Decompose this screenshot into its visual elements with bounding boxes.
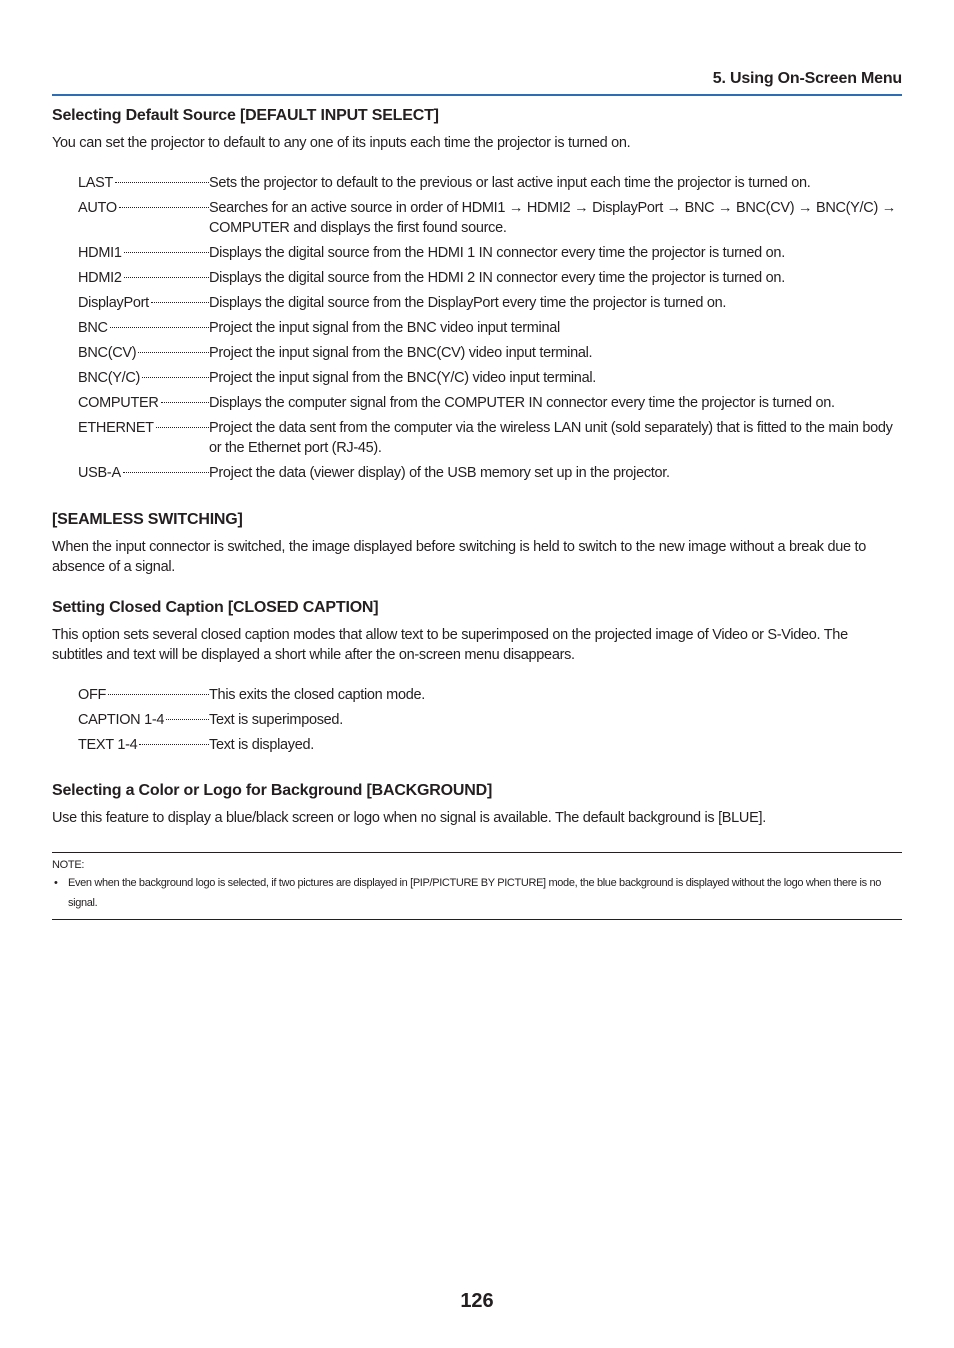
note-text: Even when the background logo is selected, if two pictures are displayed in [PIP/PICTURE BY PICTURE] mode, the blue background is displayed without the logo when there is no signal. (68, 877, 882, 909)
dot-leader (166, 719, 209, 720)
page-number: 126 (460, 1290, 494, 1312)
dot-leader (119, 207, 209, 208)
list-item (78, 685, 902, 705)
item-desc: Displays the digital source from the DisplayPort every time the projector is turned on. (209, 295, 727, 311)
background-body: Use this feature to display a blue/black screen or logo when no signal is available. The default background is [BLUE]. (52, 810, 766, 826)
seamless-heading: [SEAMLESS SWITCHING] (52, 511, 243, 528)
item-term: COMPUTER (78, 395, 159, 411)
bullet-icon: • (54, 877, 58, 889)
dot-leader (156, 427, 209, 428)
item-desc: Displays the digital source from the HDMI 1 IN connector every time the projector is turned on. (209, 245, 785, 261)
item-term: USB-A (78, 465, 121, 481)
list-item (78, 368, 902, 388)
list-item (78, 198, 902, 238)
list-item (78, 243, 902, 263)
dot-leader (124, 252, 209, 253)
item-term: DisplayPort (78, 295, 149, 311)
item-term: BNC (78, 320, 108, 336)
list-item (78, 318, 902, 338)
note-box (52, 852, 902, 920)
closed-caption-list (78, 685, 902, 755)
default-input-intro: You can set the projector to default to any one of its inputs each time the projector is turned on. (52, 135, 631, 151)
item-desc: Project the input signal from the BNC(CV) video input terminal. (209, 345, 593, 361)
dot-leader (115, 182, 209, 183)
default-input-heading: Selecting Default Source [DEFAULT INPUT SELECT] (52, 107, 439, 124)
list-item (78, 343, 902, 363)
dot-leader (142, 377, 209, 378)
item-desc: Project the data sent from the computer via the wireless LAN unit (sold separately) that is fitted to the main body or the Ethernet port (RJ-45). (209, 420, 893, 456)
list-item (78, 463, 902, 483)
chapter-title: 5. Using On-Screen Menu (712, 70, 902, 87)
item-desc: Displays the digital source from the HDMI 2 IN connector every time the projector is turned on. (209, 270, 785, 286)
list-item (78, 268, 902, 288)
dot-leader (108, 694, 209, 695)
item-desc: Searches for an active source in order of HDMI1 → HDMI2 → DisplayPort → BNC → BNC(CV) → BNC(Y/C) → COMPUTER and displays the first found source. (209, 200, 896, 236)
item-term: BNC(Y/C) (78, 370, 141, 386)
item-desc: Project the input signal from the BNC video input terminal (209, 320, 560, 336)
item-desc: Text is displayed. (209, 737, 315, 753)
dot-leader (123, 472, 209, 473)
item-desc: Project the input signal from the BNC(Y/C) video input terminal. (209, 370, 596, 386)
list-item (78, 735, 902, 755)
item-term: TEXT 1-4 (78, 737, 138, 753)
list-item (78, 418, 902, 458)
item-desc: Project the data (viewer display) of the USB memory set up in the projector. (209, 465, 670, 481)
note-label: NOTE: (52, 859, 85, 871)
item-term: BNC(CV) (78, 345, 137, 361)
item-term: HDMI1 (78, 245, 122, 261)
closed-caption-heading: Setting Closed Caption [CLOSED CAPTION] (52, 599, 379, 616)
note-item (52, 873, 902, 913)
page-header (52, 70, 902, 96)
list-item (78, 393, 902, 413)
item-term: LAST (78, 175, 114, 191)
closed-caption-body: This option sets several closed caption modes that allow text to be superimposed on the projected image of Video or S-Video. The subtitles and text will be displayed a short while after the on-screen menu disappears. (52, 627, 848, 663)
dot-leader (161, 402, 209, 403)
item-term: ETHERNET (78, 420, 154, 436)
seamless-body: When the input connector is switched, the image displayed before switching is held to switch to the new image without a break due to absence of a signal. (52, 539, 866, 575)
item-term: HDMI2 (78, 270, 122, 286)
dot-leader (124, 277, 209, 278)
item-desc: Text is superimposed. (209, 712, 343, 728)
list-item (78, 710, 902, 730)
item-term: CAPTION 1-4 (78, 712, 165, 728)
item-term: OFF (78, 687, 107, 703)
dot-leader (139, 744, 209, 745)
item-desc: Displays the computer signal from the COMPUTER IN connector every time the projector is turned on. (209, 395, 835, 411)
dot-leader (110, 327, 209, 328)
dot-leader (138, 352, 209, 353)
item-desc: This exits the closed caption mode. (209, 687, 425, 703)
item-desc: Sets the projector to default to the previous or last active input each time the projector is turned on. (209, 175, 811, 191)
background-heading: Selecting a Color or Logo for Background [BACKGROUND] (52, 782, 493, 799)
dot-leader (151, 302, 209, 303)
list-item (78, 173, 902, 193)
default-input-list (78, 173, 902, 483)
item-term: AUTO (78, 200, 117, 216)
list-item (78, 293, 902, 313)
